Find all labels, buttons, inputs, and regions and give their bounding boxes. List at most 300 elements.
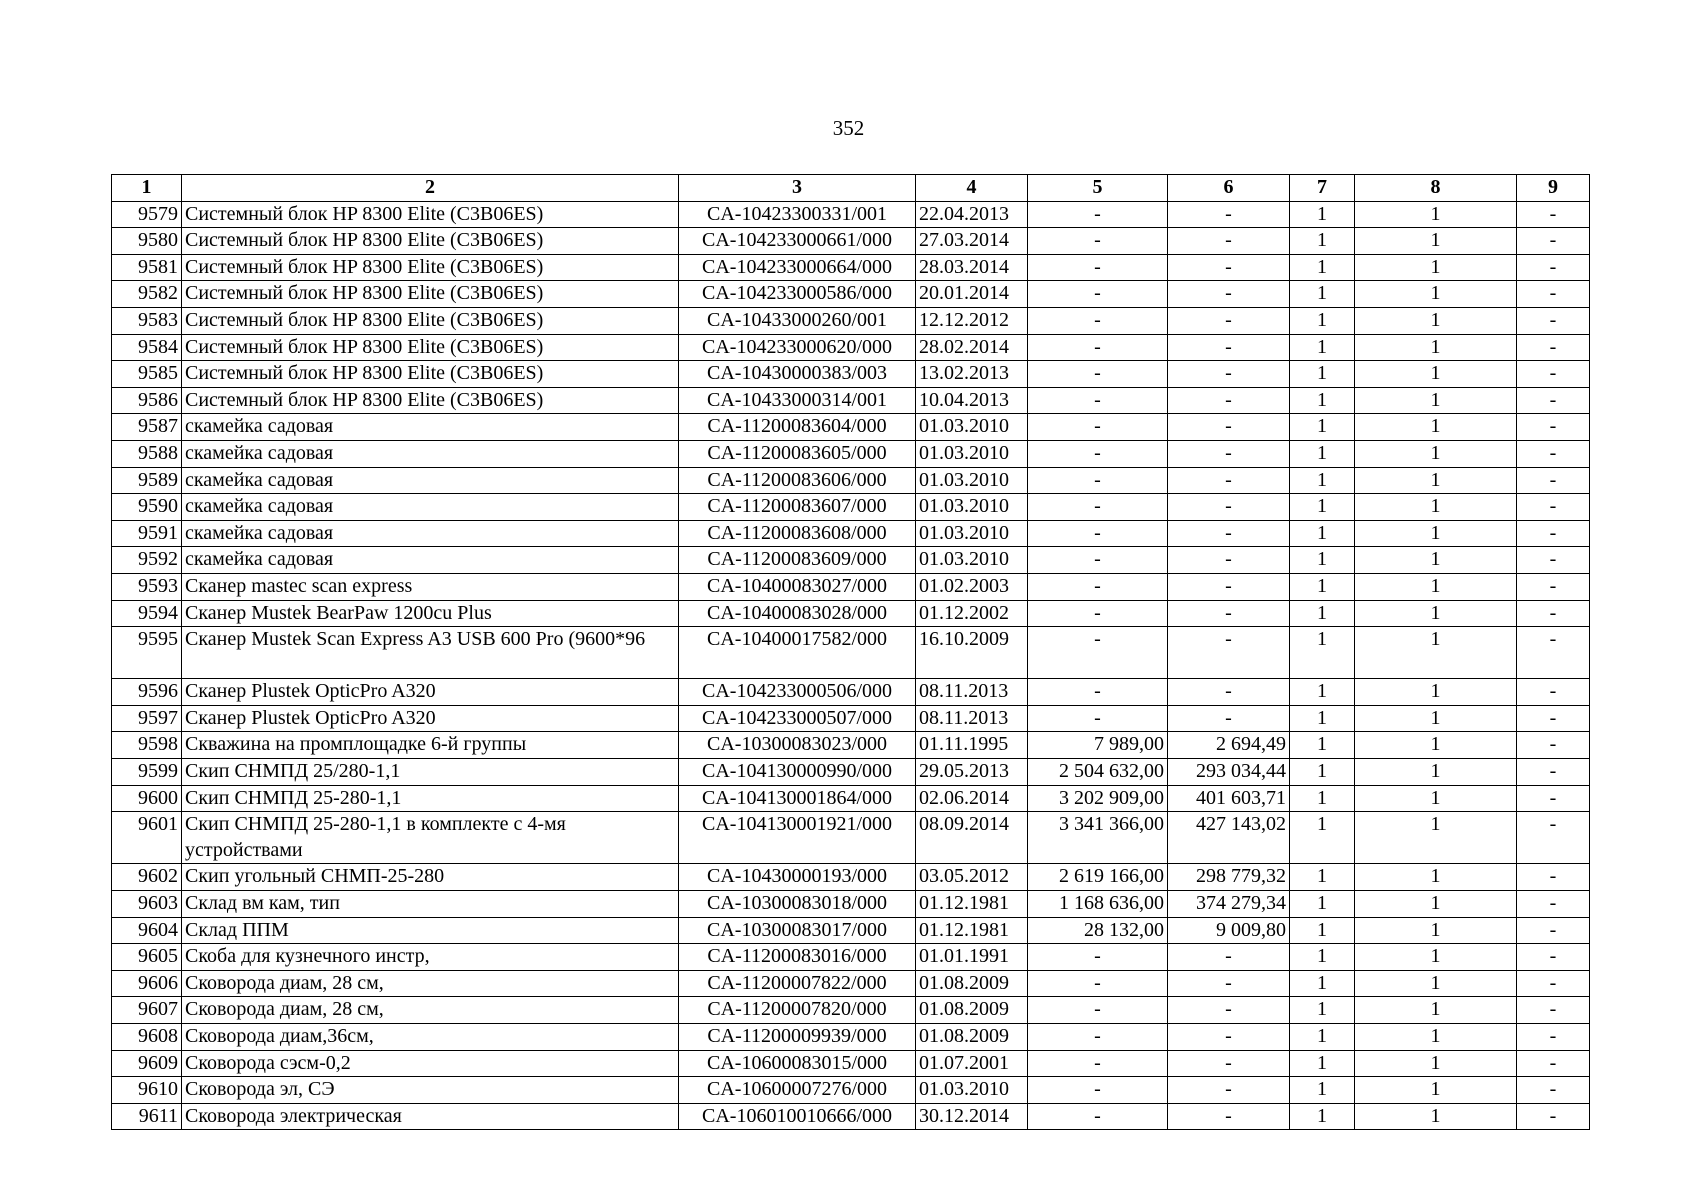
inventory-code: CA-106010010666/000 [679, 1103, 916, 1130]
value-col9: - [1517, 520, 1590, 547]
row-number: 9606 [112, 970, 182, 997]
column-header-7: 7 [1290, 175, 1355, 202]
value-col8: 1 [1355, 494, 1517, 521]
value-col5: - [1028, 361, 1168, 388]
value-col8: 1 [1355, 944, 1517, 971]
item-name: Системный блок HP 8300 Elite (C3B06ES) [182, 201, 679, 228]
inventory-code: CA-11200083016/000 [679, 944, 916, 971]
value-col9: - [1517, 387, 1590, 414]
value-col9: - [1517, 573, 1590, 600]
value-col6: - [1168, 254, 1290, 281]
column-header-1: 1 [112, 175, 182, 202]
value-col6: 293 034,44 [1168, 759, 1290, 786]
value-col5: - [1028, 307, 1168, 334]
item-name: Склад вм кам, тип [182, 891, 679, 918]
value-col8: 1 [1355, 547, 1517, 574]
value-col5: - [1028, 520, 1168, 547]
row-number: 9605 [112, 944, 182, 971]
value-col8: 1 [1355, 334, 1517, 361]
inventory-code: CA-11200083607/000 [679, 494, 916, 521]
value-col8: 1 [1355, 785, 1517, 812]
value-col9: - [1517, 307, 1590, 334]
row-number: 9610 [112, 1077, 182, 1104]
inventory-code: CA-11200007822/000 [679, 970, 916, 997]
value-col9: - [1517, 679, 1590, 706]
value-col8: 1 [1355, 1024, 1517, 1051]
table-row [112, 627, 1590, 679]
value-col5: - [1028, 1050, 1168, 1077]
table-row [112, 732, 1590, 759]
row-number: 9599 [112, 759, 182, 786]
item-name: Сковорода эл, СЭ [182, 1077, 679, 1104]
table-row [112, 812, 1590, 864]
inventory-code: CA-10300083018/000 [679, 891, 916, 918]
row-number: 9594 [112, 600, 182, 627]
item-name: Сковорода диам, 28 см, [182, 997, 679, 1024]
date-cell: 16.10.2009 [916, 627, 1028, 679]
value-col7: 1 [1290, 547, 1355, 574]
value-col6: - [1168, 1024, 1290, 1051]
date-cell: 01.08.2009 [916, 997, 1028, 1024]
row-number: 9589 [112, 467, 182, 494]
row-number: 9595 [112, 627, 182, 679]
value-col5: - [1028, 997, 1168, 1024]
inventory-code: CA-10600083015/000 [679, 1050, 916, 1077]
date-cell: 28.02.2014 [916, 334, 1028, 361]
value-col6: 374 279,34 [1168, 891, 1290, 918]
table-row [112, 864, 1590, 891]
table-body [112, 201, 1590, 1130]
value-col6: - [1168, 414, 1290, 441]
item-name: Системный блок HP 8300 Elite (C3B06ES) [182, 387, 679, 414]
value-col8: 1 [1355, 732, 1517, 759]
value-col5: - [1028, 679, 1168, 706]
table-row [112, 387, 1590, 414]
value-col7: 1 [1290, 600, 1355, 627]
value-col9: - [1517, 1024, 1590, 1051]
value-col6: - [1168, 547, 1290, 574]
value-col5: 2 504 632,00 [1028, 759, 1168, 786]
row-number: 9585 [112, 361, 182, 388]
value-col5: - [1028, 254, 1168, 281]
value-col8: 1 [1355, 254, 1517, 281]
value-col8: 1 [1355, 812, 1517, 864]
table-row [112, 997, 1590, 1024]
value-col6: - [1168, 627, 1290, 679]
value-col5: - [1028, 467, 1168, 494]
column-header-8: 8 [1355, 175, 1517, 202]
item-name: Скважина на промплощадке 6-й группы [182, 732, 679, 759]
date-cell: 01.08.2009 [916, 1024, 1028, 1051]
table-row [112, 201, 1590, 228]
value-col6: - [1168, 201, 1290, 228]
item-name: Системный блок HP 8300 Elite (C3B06ES) [182, 361, 679, 388]
row-number: 9591 [112, 520, 182, 547]
row-number: 9583 [112, 307, 182, 334]
value-col5: - [1028, 1077, 1168, 1104]
value-col7: 1 [1290, 1103, 1355, 1130]
row-number: 9607 [112, 997, 182, 1024]
value-col7: 1 [1290, 891, 1355, 918]
inventory-code: CA-104130000990/000 [679, 759, 916, 786]
row-number: 9609 [112, 1050, 182, 1077]
row-number: 9581 [112, 254, 182, 281]
value-col8: 1 [1355, 414, 1517, 441]
item-name: Системный блок HP 8300 Elite (C3B06ES) [182, 307, 679, 334]
value-col7: 1 [1290, 414, 1355, 441]
date-cell: 01.03.2010 [916, 494, 1028, 521]
value-col6: - [1168, 1103, 1290, 1130]
value-col9: - [1517, 917, 1590, 944]
date-cell: 27.03.2014 [916, 228, 1028, 255]
value-col5: 2 619 166,00 [1028, 864, 1168, 891]
value-col8: 1 [1355, 281, 1517, 308]
header-row [112, 175, 1590, 202]
inventory-code: CA-11200007820/000 [679, 997, 916, 1024]
value-col6: - [1168, 997, 1290, 1024]
item-name: Сканер Plustek OpticPro A320 [182, 679, 679, 706]
value-col9: - [1517, 1077, 1590, 1104]
value-col9: - [1517, 201, 1590, 228]
date-cell: 20.01.2014 [916, 281, 1028, 308]
value-col7: 1 [1290, 917, 1355, 944]
value-col8: 1 [1355, 705, 1517, 732]
inventory-code: CA-11200083605/000 [679, 440, 916, 467]
date-cell: 01.12.1981 [916, 891, 1028, 918]
item-name: Скип угольный СНМП-25-280 [182, 864, 679, 891]
table-row [112, 970, 1590, 997]
value-col7: 1 [1290, 440, 1355, 467]
value-col7: 1 [1290, 520, 1355, 547]
value-col7: 1 [1290, 228, 1355, 255]
table-row [112, 520, 1590, 547]
value-col8: 1 [1355, 467, 1517, 494]
row-number: 9611 [112, 1103, 182, 1130]
row-number: 9601 [112, 812, 182, 864]
value-col7: 1 [1290, 387, 1355, 414]
value-col9: - [1517, 812, 1590, 864]
row-number: 9598 [112, 732, 182, 759]
date-cell: 01.01.1991 [916, 944, 1028, 971]
value-col9: - [1517, 1103, 1590, 1130]
inventory-code: CA-10430000383/003 [679, 361, 916, 388]
table-row [112, 705, 1590, 732]
item-name: Скоба для кузнечного инстр, [182, 944, 679, 971]
value-col9: - [1517, 414, 1590, 441]
inventory-code: CA-11200083608/000 [679, 520, 916, 547]
inventory-code: CA-104233000620/000 [679, 334, 916, 361]
row-number: 9604 [112, 917, 182, 944]
date-cell: 01.03.2010 [916, 440, 1028, 467]
date-cell: 22.04.2013 [916, 201, 1028, 228]
value-col6: - [1168, 1050, 1290, 1077]
value-col6: 401 603,71 [1168, 785, 1290, 812]
value-col6: 427 143,02 [1168, 812, 1290, 864]
inventory-code: CA-10300083017/000 [679, 917, 916, 944]
row-number: 9584 [112, 334, 182, 361]
table-row [112, 944, 1590, 971]
value-col9: - [1517, 600, 1590, 627]
inventory-code: CA-11200083609/000 [679, 547, 916, 574]
table-row [112, 414, 1590, 441]
item-name: скамейка садовая [182, 414, 679, 441]
date-cell: 01.12.1981 [916, 917, 1028, 944]
inventory-code: CA-104130001864/000 [679, 785, 916, 812]
value-col6: - [1168, 573, 1290, 600]
row-number: 9582 [112, 281, 182, 308]
table-row [112, 759, 1590, 786]
date-cell: 01.03.2010 [916, 414, 1028, 441]
table-row [112, 679, 1590, 706]
date-cell: 01.03.2010 [916, 520, 1028, 547]
date-cell: 13.02.2013 [916, 361, 1028, 388]
value-col5: - [1028, 1103, 1168, 1130]
value-col5: - [1028, 228, 1168, 255]
item-name: Системный блок HP 8300 Elite (C3B06ES) [182, 281, 679, 308]
value-col8: 1 [1355, 361, 1517, 388]
item-name: Системный блок HP 8300 Elite (C3B06ES) [182, 334, 679, 361]
value-col8: 1 [1355, 228, 1517, 255]
date-cell: 01.07.2001 [916, 1050, 1028, 1077]
value-col8: 1 [1355, 679, 1517, 706]
value-col6: 9 009,80 [1168, 917, 1290, 944]
row-number: 9588 [112, 440, 182, 467]
date-cell: 30.12.2014 [916, 1103, 1028, 1130]
value-col9: - [1517, 440, 1590, 467]
row-number: 9608 [112, 1024, 182, 1051]
value-col9: - [1517, 1050, 1590, 1077]
value-col5: - [1028, 414, 1168, 441]
item-name: Сканер Plustek OpticPro A320 [182, 705, 679, 732]
value-col9: - [1517, 864, 1590, 891]
value-col5: - [1028, 573, 1168, 600]
table-header [112, 175, 1590, 202]
table-row [112, 361, 1590, 388]
item-name: скамейка садовая [182, 494, 679, 521]
value-col5: - [1028, 600, 1168, 627]
inventory-code: CA-11200083606/000 [679, 467, 916, 494]
inventory-code: CA-10423300331/001 [679, 201, 916, 228]
value-col5: - [1028, 281, 1168, 308]
table-row [112, 1103, 1590, 1130]
value-col6: - [1168, 520, 1290, 547]
value-col6: - [1168, 679, 1290, 706]
item-name: Сковорода электрическая [182, 1103, 679, 1130]
date-cell: 01.03.2010 [916, 467, 1028, 494]
value-col8: 1 [1355, 520, 1517, 547]
value-col6: - [1168, 307, 1290, 334]
value-col6: 2 694,49 [1168, 732, 1290, 759]
page-number: 352 [832, 116, 865, 140]
table-row [112, 785, 1590, 812]
item-name: Сковорода сэсм-0,2 [182, 1050, 679, 1077]
value-col5: - [1028, 944, 1168, 971]
value-col9: - [1517, 891, 1590, 918]
value-col5: - [1028, 201, 1168, 228]
item-name: Сковорода диам, 28 см, [182, 970, 679, 997]
inventory-code: CA-104233000664/000 [679, 254, 916, 281]
table-row [112, 228, 1590, 255]
value-col7: 1 [1290, 627, 1355, 679]
value-col7: 1 [1290, 573, 1355, 600]
table-row [112, 281, 1590, 308]
item-name: Сковорода диам,36см, [182, 1024, 679, 1051]
row-number: 9600 [112, 785, 182, 812]
table-row [112, 307, 1590, 334]
value-col9: - [1517, 785, 1590, 812]
date-cell: 08.11.2013 [916, 705, 1028, 732]
inventory-code: CA-104233000507/000 [679, 705, 916, 732]
value-col5: 28 132,00 [1028, 917, 1168, 944]
value-col9: - [1517, 254, 1590, 281]
column-header-9: 9 [1517, 175, 1590, 202]
value-col8: 1 [1355, 1050, 1517, 1077]
date-cell: 01.03.2010 [916, 1077, 1028, 1104]
date-cell: 08.09.2014 [916, 812, 1028, 864]
value-col9: - [1517, 334, 1590, 361]
item-name: Скип СНМПД 25/280-1,1 [182, 759, 679, 786]
value-col7: 1 [1290, 494, 1355, 521]
column-header-6: 6 [1168, 175, 1290, 202]
value-col8: 1 [1355, 600, 1517, 627]
column-header-5: 5 [1028, 175, 1168, 202]
value-col5: 1 168 636,00 [1028, 891, 1168, 918]
value-col7: 1 [1290, 1050, 1355, 1077]
value-col7: 1 [1290, 361, 1355, 388]
value-col6: - [1168, 228, 1290, 255]
value-col9: - [1517, 281, 1590, 308]
column-header-4: 4 [916, 175, 1028, 202]
table-row [112, 1050, 1590, 1077]
value-col9: - [1517, 705, 1590, 732]
value-col5: - [1028, 494, 1168, 521]
value-col5: 7 989,00 [1028, 732, 1168, 759]
value-col6: - [1168, 387, 1290, 414]
value-col8: 1 [1355, 970, 1517, 997]
value-col5: - [1028, 440, 1168, 467]
row-number: 9596 [112, 679, 182, 706]
table-row [112, 573, 1590, 600]
value-col7: 1 [1290, 307, 1355, 334]
row-number: 9590 [112, 494, 182, 521]
row-number: 9580 [112, 228, 182, 255]
inventory-code: CA-10400083027/000 [679, 573, 916, 600]
value-col8: 1 [1355, 440, 1517, 467]
value-col9: - [1517, 547, 1590, 574]
item-name: Сканер Mustek BearPaw 1200cu Plus [182, 600, 679, 627]
row-number: 9586 [112, 387, 182, 414]
item-name: Склад ППМ [182, 917, 679, 944]
item-name: Сканер mastec scan express [182, 573, 679, 600]
inventory-code: CA-104233000661/000 [679, 228, 916, 255]
table-row [112, 1024, 1590, 1051]
value-col8: 1 [1355, 1103, 1517, 1130]
table-row [112, 1077, 1590, 1104]
value-col7: 1 [1290, 812, 1355, 864]
item-name: скамейка садовая [182, 547, 679, 574]
value-col9: - [1517, 494, 1590, 521]
value-col9: - [1517, 627, 1590, 679]
value-col5: - [1028, 387, 1168, 414]
table-row [112, 917, 1590, 944]
value-col6: - [1168, 281, 1290, 308]
item-name: скамейка садовая [182, 467, 679, 494]
table-row [112, 254, 1590, 281]
value-col6: - [1168, 944, 1290, 971]
inventory-code: CA-10600007276/000 [679, 1077, 916, 1104]
value-col6: - [1168, 705, 1290, 732]
asset-register-table [111, 174, 1590, 1130]
item-name: Скип СНМПД 25-280-1,1 [182, 785, 679, 812]
item-name: Системный блок HP 8300 Elite (C3B06ES) [182, 228, 679, 255]
inventory-code: CA-104130001921/000 [679, 812, 916, 864]
value-col9: - [1517, 997, 1590, 1024]
value-col6: - [1168, 361, 1290, 388]
value-col7: 1 [1290, 785, 1355, 812]
date-cell: 03.05.2012 [916, 864, 1028, 891]
value-col6: - [1168, 467, 1290, 494]
inventory-code: CA-11200083604/000 [679, 414, 916, 441]
item-name: Сканер Mustek Scan Express A3 USB 600 Pro (9600*96 [182, 627, 679, 679]
value-col7: 1 [1290, 334, 1355, 361]
date-cell: 01.08.2009 [916, 970, 1028, 997]
value-col8: 1 [1355, 201, 1517, 228]
item-name: Скип СНМПД 25-280-1,1 в комплекте с 4-мя устройствами [182, 812, 679, 864]
value-col7: 1 [1290, 679, 1355, 706]
value-col7: 1 [1290, 467, 1355, 494]
table-row [112, 440, 1590, 467]
value-col8: 1 [1355, 627, 1517, 679]
value-col5: 3 202 909,00 [1028, 785, 1168, 812]
value-col8: 1 [1355, 1077, 1517, 1104]
value-col6: - [1168, 334, 1290, 361]
item-name: Системный блок HP 8300 Elite (C3B06ES) [182, 254, 679, 281]
value-col9: - [1517, 732, 1590, 759]
inventory-code: CA-10430000193/000 [679, 864, 916, 891]
value-col8: 1 [1355, 864, 1517, 891]
value-col5: - [1028, 1024, 1168, 1051]
date-cell: 10.04.2013 [916, 387, 1028, 414]
value-col7: 1 [1290, 201, 1355, 228]
value-col8: 1 [1355, 759, 1517, 786]
date-cell: 02.06.2014 [916, 785, 1028, 812]
date-cell: 08.11.2013 [916, 679, 1028, 706]
value-col6: - [1168, 600, 1290, 627]
row-number: 9592 [112, 547, 182, 574]
value-col7: 1 [1290, 281, 1355, 308]
value-col7: 1 [1290, 970, 1355, 997]
table-row [112, 494, 1590, 521]
item-name: скамейка садовая [182, 440, 679, 467]
value-col5: - [1028, 334, 1168, 361]
date-cell: 29.05.2013 [916, 759, 1028, 786]
value-col7: 1 [1290, 759, 1355, 786]
value-col6: 298 779,32 [1168, 864, 1290, 891]
table-row [112, 600, 1590, 627]
value-col7: 1 [1290, 1024, 1355, 1051]
row-number: 9593 [112, 573, 182, 600]
value-col5: - [1028, 627, 1168, 679]
value-col7: 1 [1290, 1077, 1355, 1104]
row-number: 9579 [112, 201, 182, 228]
table-row [112, 467, 1590, 494]
value-col5: - [1028, 547, 1168, 574]
value-col8: 1 [1355, 307, 1517, 334]
row-number: 9603 [112, 891, 182, 918]
date-cell: 01.11.1995 [916, 732, 1028, 759]
value-col5: 3 341 366,00 [1028, 812, 1168, 864]
value-col9: - [1517, 759, 1590, 786]
